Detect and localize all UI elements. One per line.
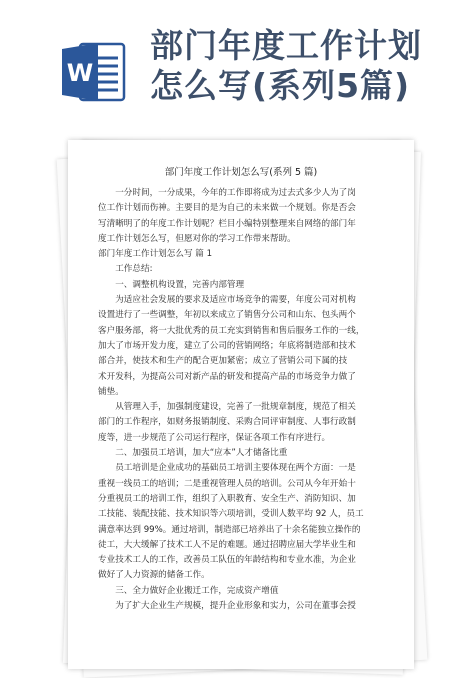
document-line: 做好了人力资源的储备工作。 (98, 570, 210, 581)
document-line: 设置进行了一些调整，年初以来成立了销售分公司和山东、包头两个 (98, 310, 356, 321)
document-line: 度等，进一步规范了公司运行程序，保证各项工作有序进行。 (98, 432, 331, 443)
document-line: 为了扩大企业生产规模，提升企业形象和实力，公司在董事会授 (115, 601, 356, 612)
document-line: 从管理入手，加强制度建设，完善了一批规章制度，规范了相关 (115, 402, 356, 413)
banner-title (150, 26, 470, 106)
document-line: 员工培训是企业成功的基础员工培训主要体现在两个方面：一是 (115, 463, 356, 474)
document-line: 部门的工作程序，如财务报销制度、采购合同评审制度、人事行政制 (98, 417, 356, 428)
document-page (68, 140, 414, 669)
document-line: 二、加强员工培训，加大“应本”人才储备比重 (115, 448, 288, 459)
banner-title-line-2: 怎么写(系列5篇) (150, 66, 411, 105)
word-document-icon (60, 40, 126, 104)
document-line: 客户服务部，将一大批优秀的员工充实到销售和售后服务工作的一线， (98, 325, 365, 336)
document-line: 部门年度工作计划怎么写 篇 1 (98, 249, 213, 260)
document-line: 加大了市场开发力度，建立了公司的营销网络；年底将制造部和技术 (98, 340, 356, 351)
document-line: 度工作计划怎么写，但愿对你的学习工作带来帮助。 (98, 233, 296, 244)
document-line: 位工作计划而伤神。主要目的是为自己的未来做一个规划。你是否会 (98, 203, 356, 214)
document-line: 徒工，大大缓解了技术工人不足的难题。通过招聘应届大学毕业生和 (98, 539, 356, 550)
document-line: 工技能、装配技能、技术知识等六项培训，受训人数平均 92 人，员工 (98, 509, 364, 520)
document-line: 三、全力做好企业搬迁工作，完成资产增值 (115, 585, 279, 596)
document-line: 写清晰明了的年度工作计划呢？栏目小编特别整理来自网络的部门年 (98, 218, 356, 229)
document-line: 术开发科，为提高公司对新产品的研发和提高产品的市场竞争力做了 (98, 371, 356, 382)
document-line: 铺垫。 (98, 386, 124, 397)
document-line: 满意率达到 99%。通过培训，制造部已培养出了十余名能独立操作的 (98, 524, 361, 535)
document-line: 工作总结: (115, 264, 153, 275)
logo-letter: W (66, 59, 94, 87)
banner (0, 0, 474, 125)
document-title: 部门年度工作计划怎么写(系列 5 篇) (164, 167, 318, 178)
document-line: 专业技术工人的工作，改善员工队伍的年龄结构和专业水准，为企业 (98, 555, 356, 566)
document-line: 部合并，使技术和生产的配合更加紧密；成立了营销公司下属的技 (98, 356, 348, 367)
document-line: 一分时间，一分成果，今年的工作即将成为过去式多少人为了岗 (115, 188, 356, 198)
document-line: 为适应社会发展的要求及适应市场竞争的需要，年度公司对机构 (115, 295, 356, 306)
document-line: 分重视员工的培训工作，组织了入职教育、安全生产、消防知识、加 (98, 493, 356, 504)
document-body (98, 186, 392, 614)
banner-title-line-1: 部门年度工作计划 (150, 26, 422, 65)
document-line: 重视一线员工的培训；二是重视管理人员的培训。公司从今年开始十 (98, 478, 356, 489)
document-line: 一、调整机构设置，完善内部管理 (115, 279, 245, 290)
